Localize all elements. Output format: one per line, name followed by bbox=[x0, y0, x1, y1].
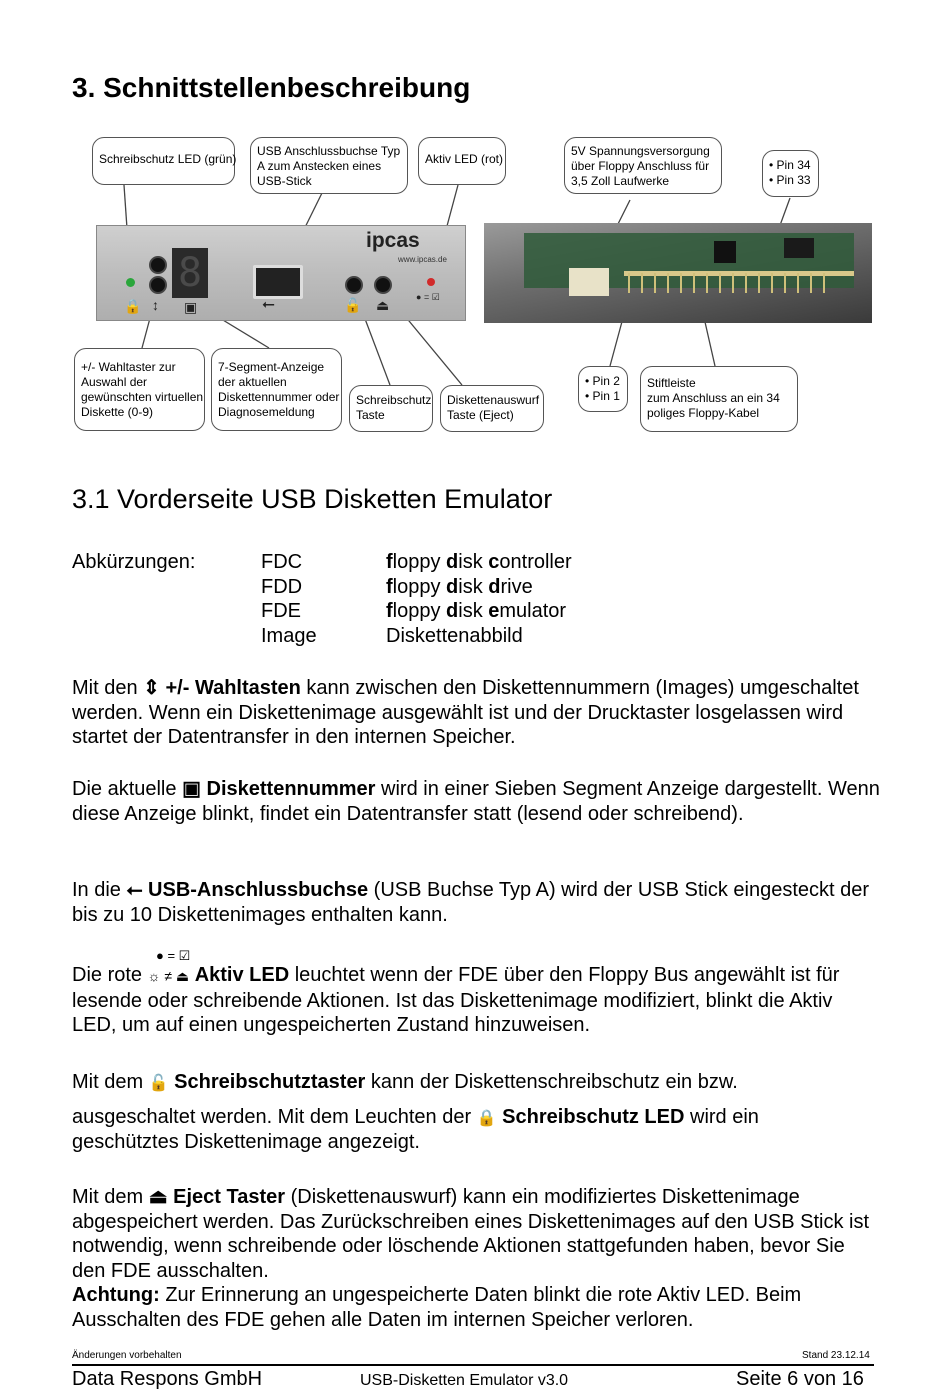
abbr-definition: Diskettenabbild bbox=[386, 625, 523, 647]
usb-icon: ⭠ bbox=[262, 296, 275, 313]
paragraph-select-buttons: Mit den ⇕ +/- Wahltasten kann zwischen den Diskettennummern (Images) umgeschaltet werden. Wenn ein Diskettenimage ausgewählt ist und der Drucktaster losgelassen wird startet der Datentransfer in den internen Speicher. bbox=[72, 677, 859, 749]
callout-eject-button: Diskettenauswurf Taste (Eject) bbox=[440, 385, 544, 432]
rear-board-photo bbox=[484, 223, 872, 323]
eject-button bbox=[374, 276, 392, 294]
active-led-symbol-top: ● = ☑ bbox=[156, 948, 191, 963]
paragraph-write-protect-button: Mit dem 🔓 Schreibschutztaster kann der Diskettenschreibschutz ein bzw. bbox=[72, 1070, 882, 1097]
write-protect-led bbox=[126, 278, 135, 287]
floppy-icon: ▣ bbox=[182, 778, 201, 800]
board-pins-drawing bbox=[484, 223, 872, 323]
unlock-icon: 🔓 bbox=[148, 1075, 169, 1092]
callout-pins-bottom: • Pin 2 • Pin 1 bbox=[578, 366, 628, 412]
paragraph-usb-socket: In die ⭠ USB-Anschlussbuchse (USB Buchse Typ A) wird der USB Stick eingesteckt der bis zu 10 Diskettenimages enthalten kann. bbox=[72, 879, 870, 926]
footer-date: Stand 23.12.14 bbox=[802, 1350, 870, 1361]
unlock-icon: 🔓 bbox=[344, 297, 362, 313]
active-led-symbol: ☼ ≠ ⏏ bbox=[147, 968, 190, 984]
abbr-term: FDC bbox=[261, 551, 303, 573]
abbreviations-label: Abkürzungen: bbox=[72, 551, 196, 573]
paragraph-write-protect-led: ausgeschaltet werden. Mit dem Leuchten der 🔒 Schreibschutz LED wird ein bbox=[72, 1105, 882, 1132]
seven-segment-display: 8 bbox=[172, 248, 208, 298]
lock-icon: 🔒 bbox=[124, 298, 142, 314]
abbr-definition: floppy disk controller bbox=[386, 551, 572, 573]
footer-product: USB-Disketten Emulator v3.0 bbox=[360, 1372, 569, 1389]
callout-write-protect-button: Schreibschutz Taste bbox=[349, 385, 433, 432]
updown-arrow-icon: ↕ bbox=[152, 297, 159, 313]
callout-select-buttons: +/- Wahltaster zur Auswahl der gewünschten virtuellen Diskette (0-9) bbox=[74, 348, 205, 431]
callout-write-protect-led: Schreibschutz LED (grün) bbox=[92, 137, 235, 185]
check-icon: ☑ bbox=[431, 292, 440, 302]
subsection-title: 3.1 Vorderseite USB Disketten Emulator bbox=[72, 484, 553, 514]
on-icon: ● bbox=[416, 292, 422, 302]
paragraph-active-led: Die rote ☼ ≠ ⏏ Aktiv LED leuchtet wenn der FDE über den Floppy Bus angewählt ist für lesende oder schreibende Aktionen. Ist das Diskettenimage modifiziert, blinkt die Aktiv LED, um auf einen ungespeicherten Zustand hinzuweisen. bbox=[72, 964, 840, 1037]
eject-icon: ⏏ bbox=[376, 297, 390, 313]
abbr-term: FDD bbox=[261, 576, 303, 598]
paragraph-eject: Mit dem ⏏ Eject Taster (Diskettenauswurf) kann ein modifiziertes Diskettenimage abgespeichert werden. Das Zurückschreiben eines Diskettenimages auf den USB Stick ist notwendig, wenn schreibende oder löschende Aktionen stattgefunden haben, bevor Sie den FDE ausschalten. bbox=[72, 1186, 870, 1282]
lock-icon: 🔒 bbox=[476, 1110, 497, 1127]
abbr-definition: floppy disk drive bbox=[386, 576, 533, 598]
callout-pins-top: • Pin 34 • Pin 33 bbox=[762, 150, 819, 197]
updown-arrow-icon: ⇕ bbox=[143, 677, 160, 699]
active-led bbox=[427, 278, 435, 286]
paragraph-disk-number: Die aktuelle ▣ Diskettennummer wird in einer Sieben Segment Anzeige dargestellt. Wenn diese Anzeige blinkt, findet ein Datentransfer statt (lesend oder schreibend). bbox=[72, 778, 880, 825]
paragraph-write-protect-note: geschütztes Diskettenimage angezeigt. bbox=[72, 1131, 420, 1153]
callout-active-led: Aktiv LED (rot) bbox=[418, 137, 506, 185]
usb-socket bbox=[253, 265, 303, 299]
write-protect-button bbox=[345, 276, 363, 294]
active-led-symbols bbox=[416, 290, 440, 304]
minus-button bbox=[149, 276, 167, 294]
footer-divider bbox=[72, 1364, 874, 1366]
footer-page-number: Seite 6 von 16 bbox=[736, 1368, 864, 1390]
callout-seven-segment: 7-Segment-Anzeige der aktuellen Diskettennummer oder Diagnosemeldung bbox=[211, 348, 342, 431]
abbr-term: Image bbox=[261, 625, 317, 647]
eq-symbol: = bbox=[423, 292, 430, 302]
usb-icon: ⭠ bbox=[126, 879, 143, 901]
section-title: 3. Schnittstellenbeschreibung bbox=[72, 72, 471, 103]
plus-button bbox=[149, 256, 167, 274]
brand-logo: ipcas bbox=[366, 229, 420, 252]
abbr-definition: floppy disk emulator bbox=[386, 600, 567, 622]
eject-icon: ⏏ bbox=[148, 1186, 168, 1208]
paragraph-warning: Achtung: Zur Erinnerung an ungespeicherte Daten blinkt die rote Aktiv LED. Beim Ausschalten des FDE gehen alle Daten im internen Speicher verloren. bbox=[72, 1284, 802, 1331]
brand-url: www.ipcas.de bbox=[398, 255, 447, 264]
callout-power-supply: 5V Spannungsversorgung über Floppy Anschluss für 3,5 Zoll Laufwerke bbox=[564, 137, 722, 194]
floppy-icon: ▣ bbox=[184, 299, 198, 315]
footer-company: Data Respons GmbH bbox=[72, 1368, 263, 1390]
callout-pin-header: Stiftleiste zum Anschluss an ein 34 poliges Floppy-Kabel bbox=[640, 366, 798, 432]
abbr-term: FDE bbox=[261, 600, 301, 622]
callout-usb-socket: USB Anschlussbuchse Typ A zum Anstecken eines USB-Stick bbox=[250, 137, 408, 194]
footer-disclaimer: Änderungen vorbehalten bbox=[72, 1350, 182, 1361]
